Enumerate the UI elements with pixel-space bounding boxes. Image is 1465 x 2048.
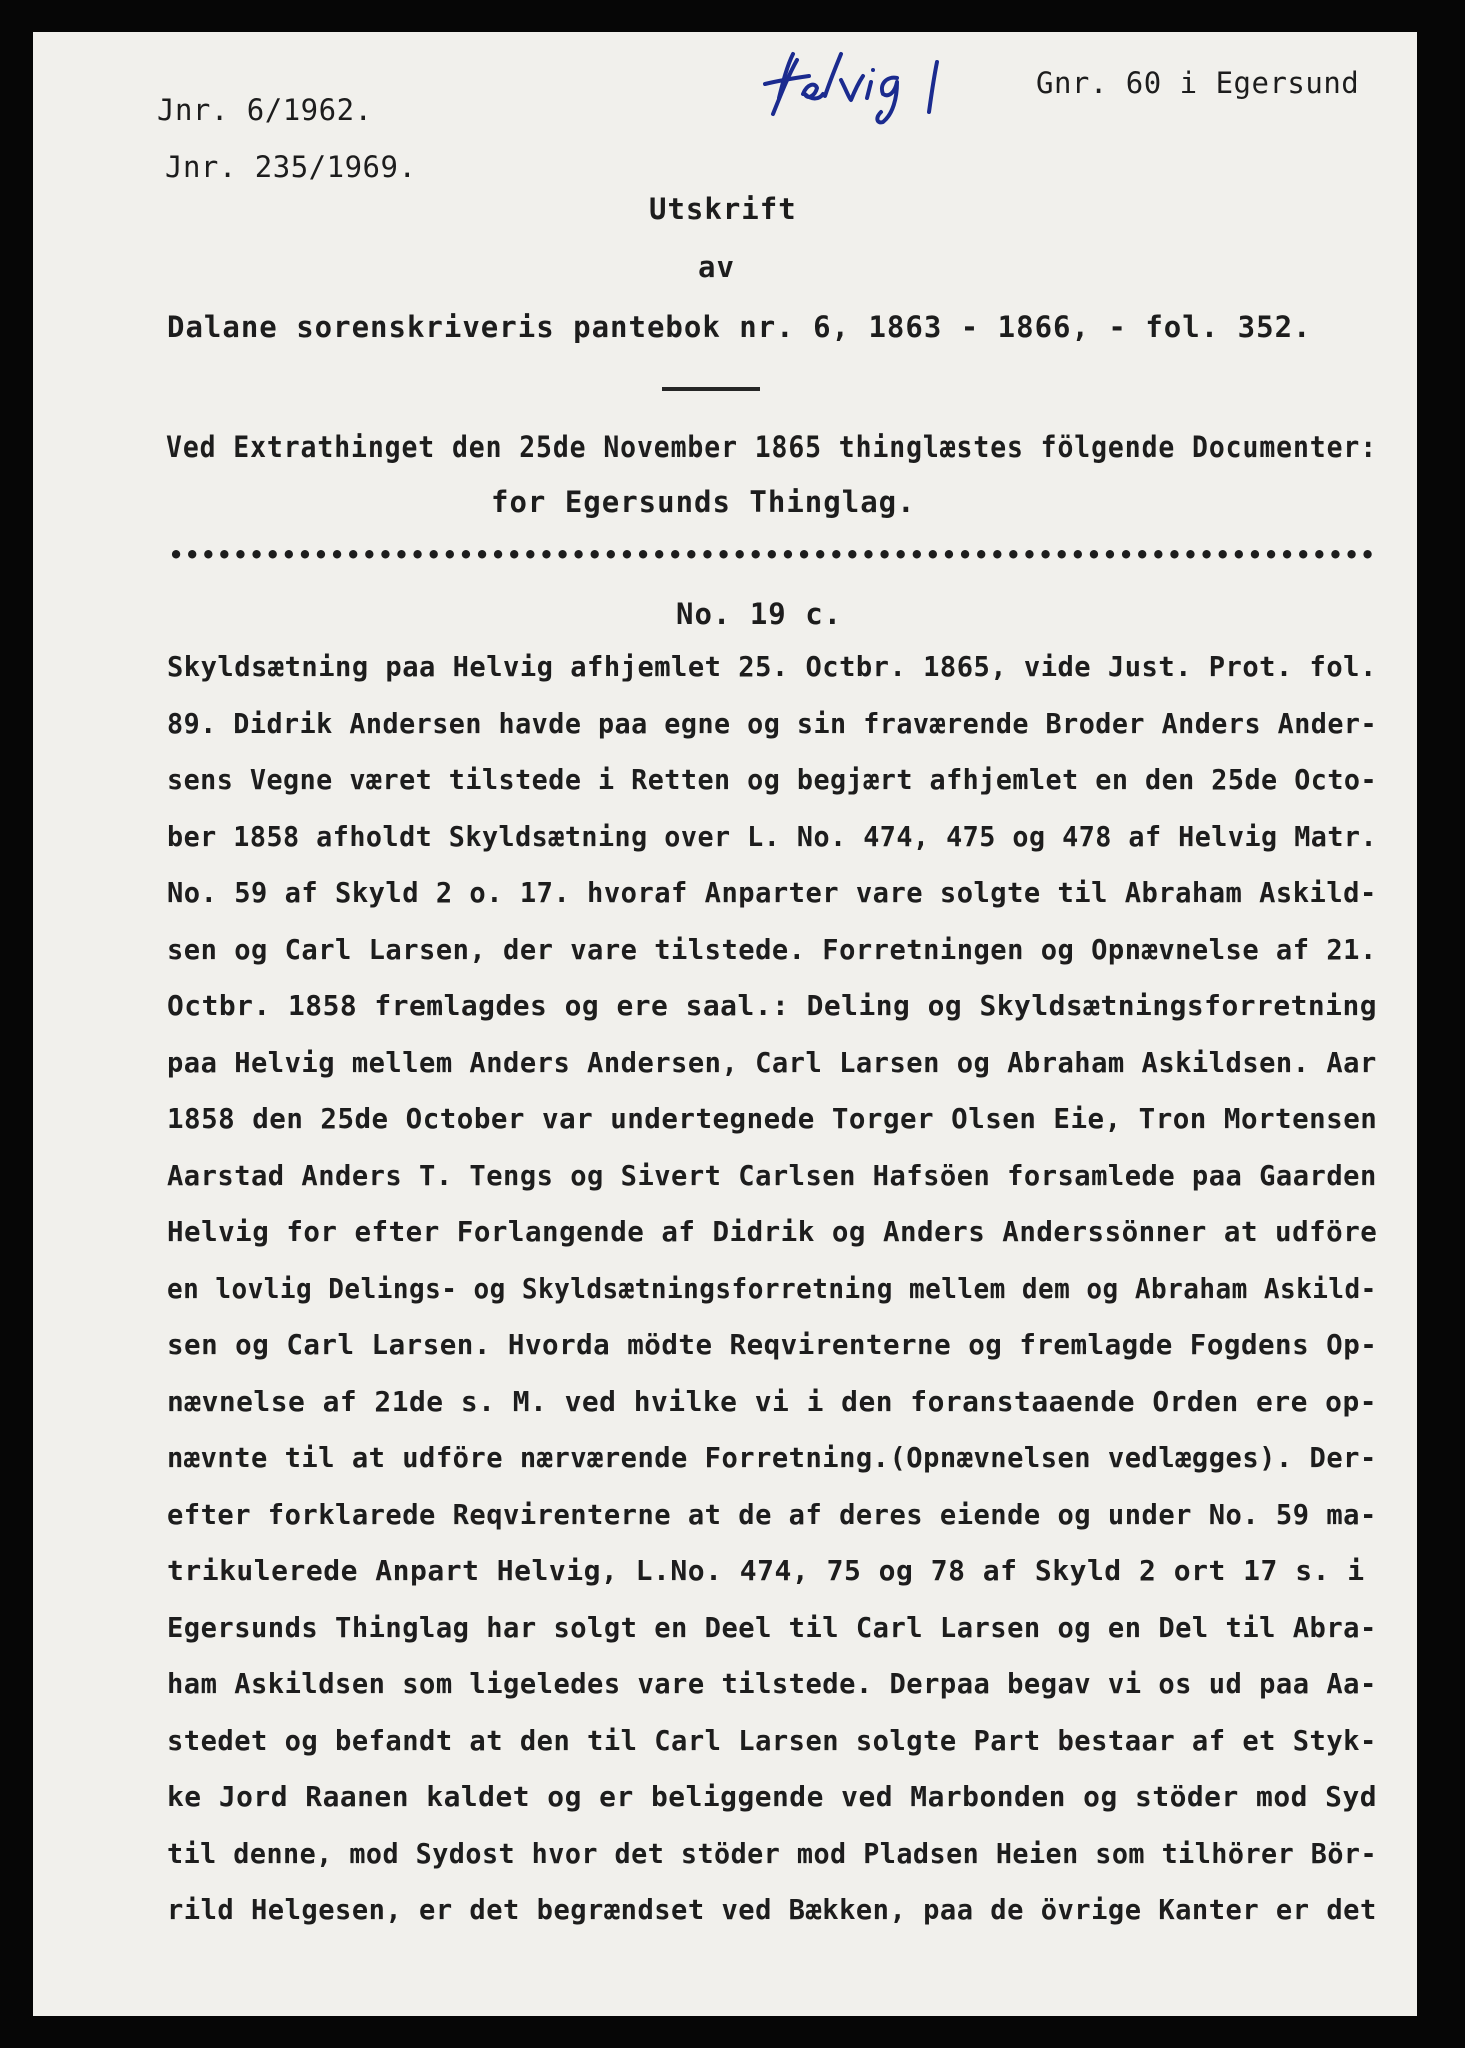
- body-line: trikulerede Anpart Helvig, L.No. 474, 75 og 78 af Skyld 2 ort 17 s. i: [167, 1554, 1365, 1587]
- handwritten-signature: [761, 48, 961, 128]
- body-line: 1858 den 25de October var undertegnede Torger Olsen Eie, Tron Mortensen: [167, 1102, 1378, 1135]
- body-line: Octbr. 1858 fremlagdes og ere saal.: Deling og Skyldsætningsforretning: [167, 989, 1378, 1022]
- body-line: Skyldsætning paa Helvig afhjemlet 25. Octbr. 1865, vide Just. Prot. fol.: [167, 650, 1377, 683]
- farm-number: Gnr. 60 i Egersund: [1036, 66, 1360, 100]
- journal-number-1969: Jnr. 235/1969.: [165, 150, 417, 184]
- title-pantebok: Dalane sorenskriveris pantebok nr. 6, 1863 - 1866, - fol. 352.: [167, 310, 1312, 344]
- body-line: 89. Didrik Andersen havde paa egne og sin fraværende Broder Anders Ander-: [167, 707, 1378, 740]
- body-line: nævnelse af 21de s. M. ved hvilke vi i den foranstaaende Orden ere op-: [167, 1385, 1378, 1418]
- body-line: ber 1858 afholdt Skyldsætning over L. No. 474, 475 og 478 af Helvig Matr.: [167, 820, 1378, 853]
- body-line: rild Helgesen, er det begrændset ved Bækken, paa de övrige Kanter er det: [167, 1893, 1377, 1926]
- body-line: efter forklarede Reqvirenterne at de af deres eiende og under No. 59 ma-: [167, 1498, 1377, 1531]
- body-line: en lovlig Delings- og Skyldsætningsforretning mellem dem og Abraham Askild-: [167, 1272, 1377, 1305]
- body-line: ke Jord Raanen kaldet og er beliggende ved Marbonden og stöder mod Syd: [167, 1780, 1378, 1813]
- title-av: av: [698, 250, 735, 284]
- title-utskrift: Utskrift: [649, 192, 797, 226]
- dotted-separator: •••••••••••••••••••••••••••••••••••••••••••••••••••••••••••••••••••••••••••: [169, 541, 1377, 569]
- entry-number: No. 19 c.: [676, 597, 843, 631]
- body-line: Helvig for efter Forlangende af Didrik og Anders Anderssönner at udföre: [167, 1215, 1378, 1248]
- document-page: [33, 32, 1417, 2016]
- body-line: Egersunds Thinglag har solgt en Deel til Carl Larsen og en Del til Abra-: [167, 1611, 1377, 1644]
- body-line: sens Vegne været tilstede i Retten og begjært afhjemlet en den 25de Octo-: [167, 763, 1378, 796]
- body-line: ham Askildsen som ligeledes vare tilstede. Derpaa begav vi os ud paa Aa-: [167, 1667, 1377, 1700]
- intro-extrathinget: Ved Extrathinget den 25de November 1865 thinglæstes fölgende Documenter:: [166, 430, 1378, 464]
- body-line: nævnte til at udföre nærværende Forretning.(Opnævnelsen vedlægges). Der-: [167, 1441, 1377, 1474]
- body-line: sen og Carl Larsen. Hvorda mödte Reqvirenterne og fremlagde Fogdens Op-: [167, 1328, 1378, 1361]
- body-line: paa Helvig mellem Anders Andersen, Carl Larsen og Abraham Askildsen. Aar: [167, 1046, 1377, 1079]
- divider: [662, 387, 760, 391]
- body-line: til denne, mod Sydost hvor det stöder mod Pladsen Heien som tilhörer Bör-: [167, 1837, 1378, 1870]
- intro-thinglag: for Egersunds Thinglag.: [491, 485, 916, 519]
- journal-number-1962: Jnr. 6/1962.: [157, 93, 373, 127]
- body-line: sen og Carl Larsen, der vare tilstede. Forretningen og Opnævnelse af 21.: [167, 933, 1377, 966]
- body-line: Aarstad Anders T. Tengs og Sivert Carlsen Hafsöen forsamlede paa Gaarden: [167, 1159, 1377, 1192]
- body-line: stedet og befandt at den til Carl Larsen solgte Part bestaar af et Styk-: [167, 1724, 1377, 1757]
- body-line: No. 59 af Skyld 2 o. 17. hvoraf Anparter vare solgte til Abraham Askild-: [167, 876, 1377, 909]
